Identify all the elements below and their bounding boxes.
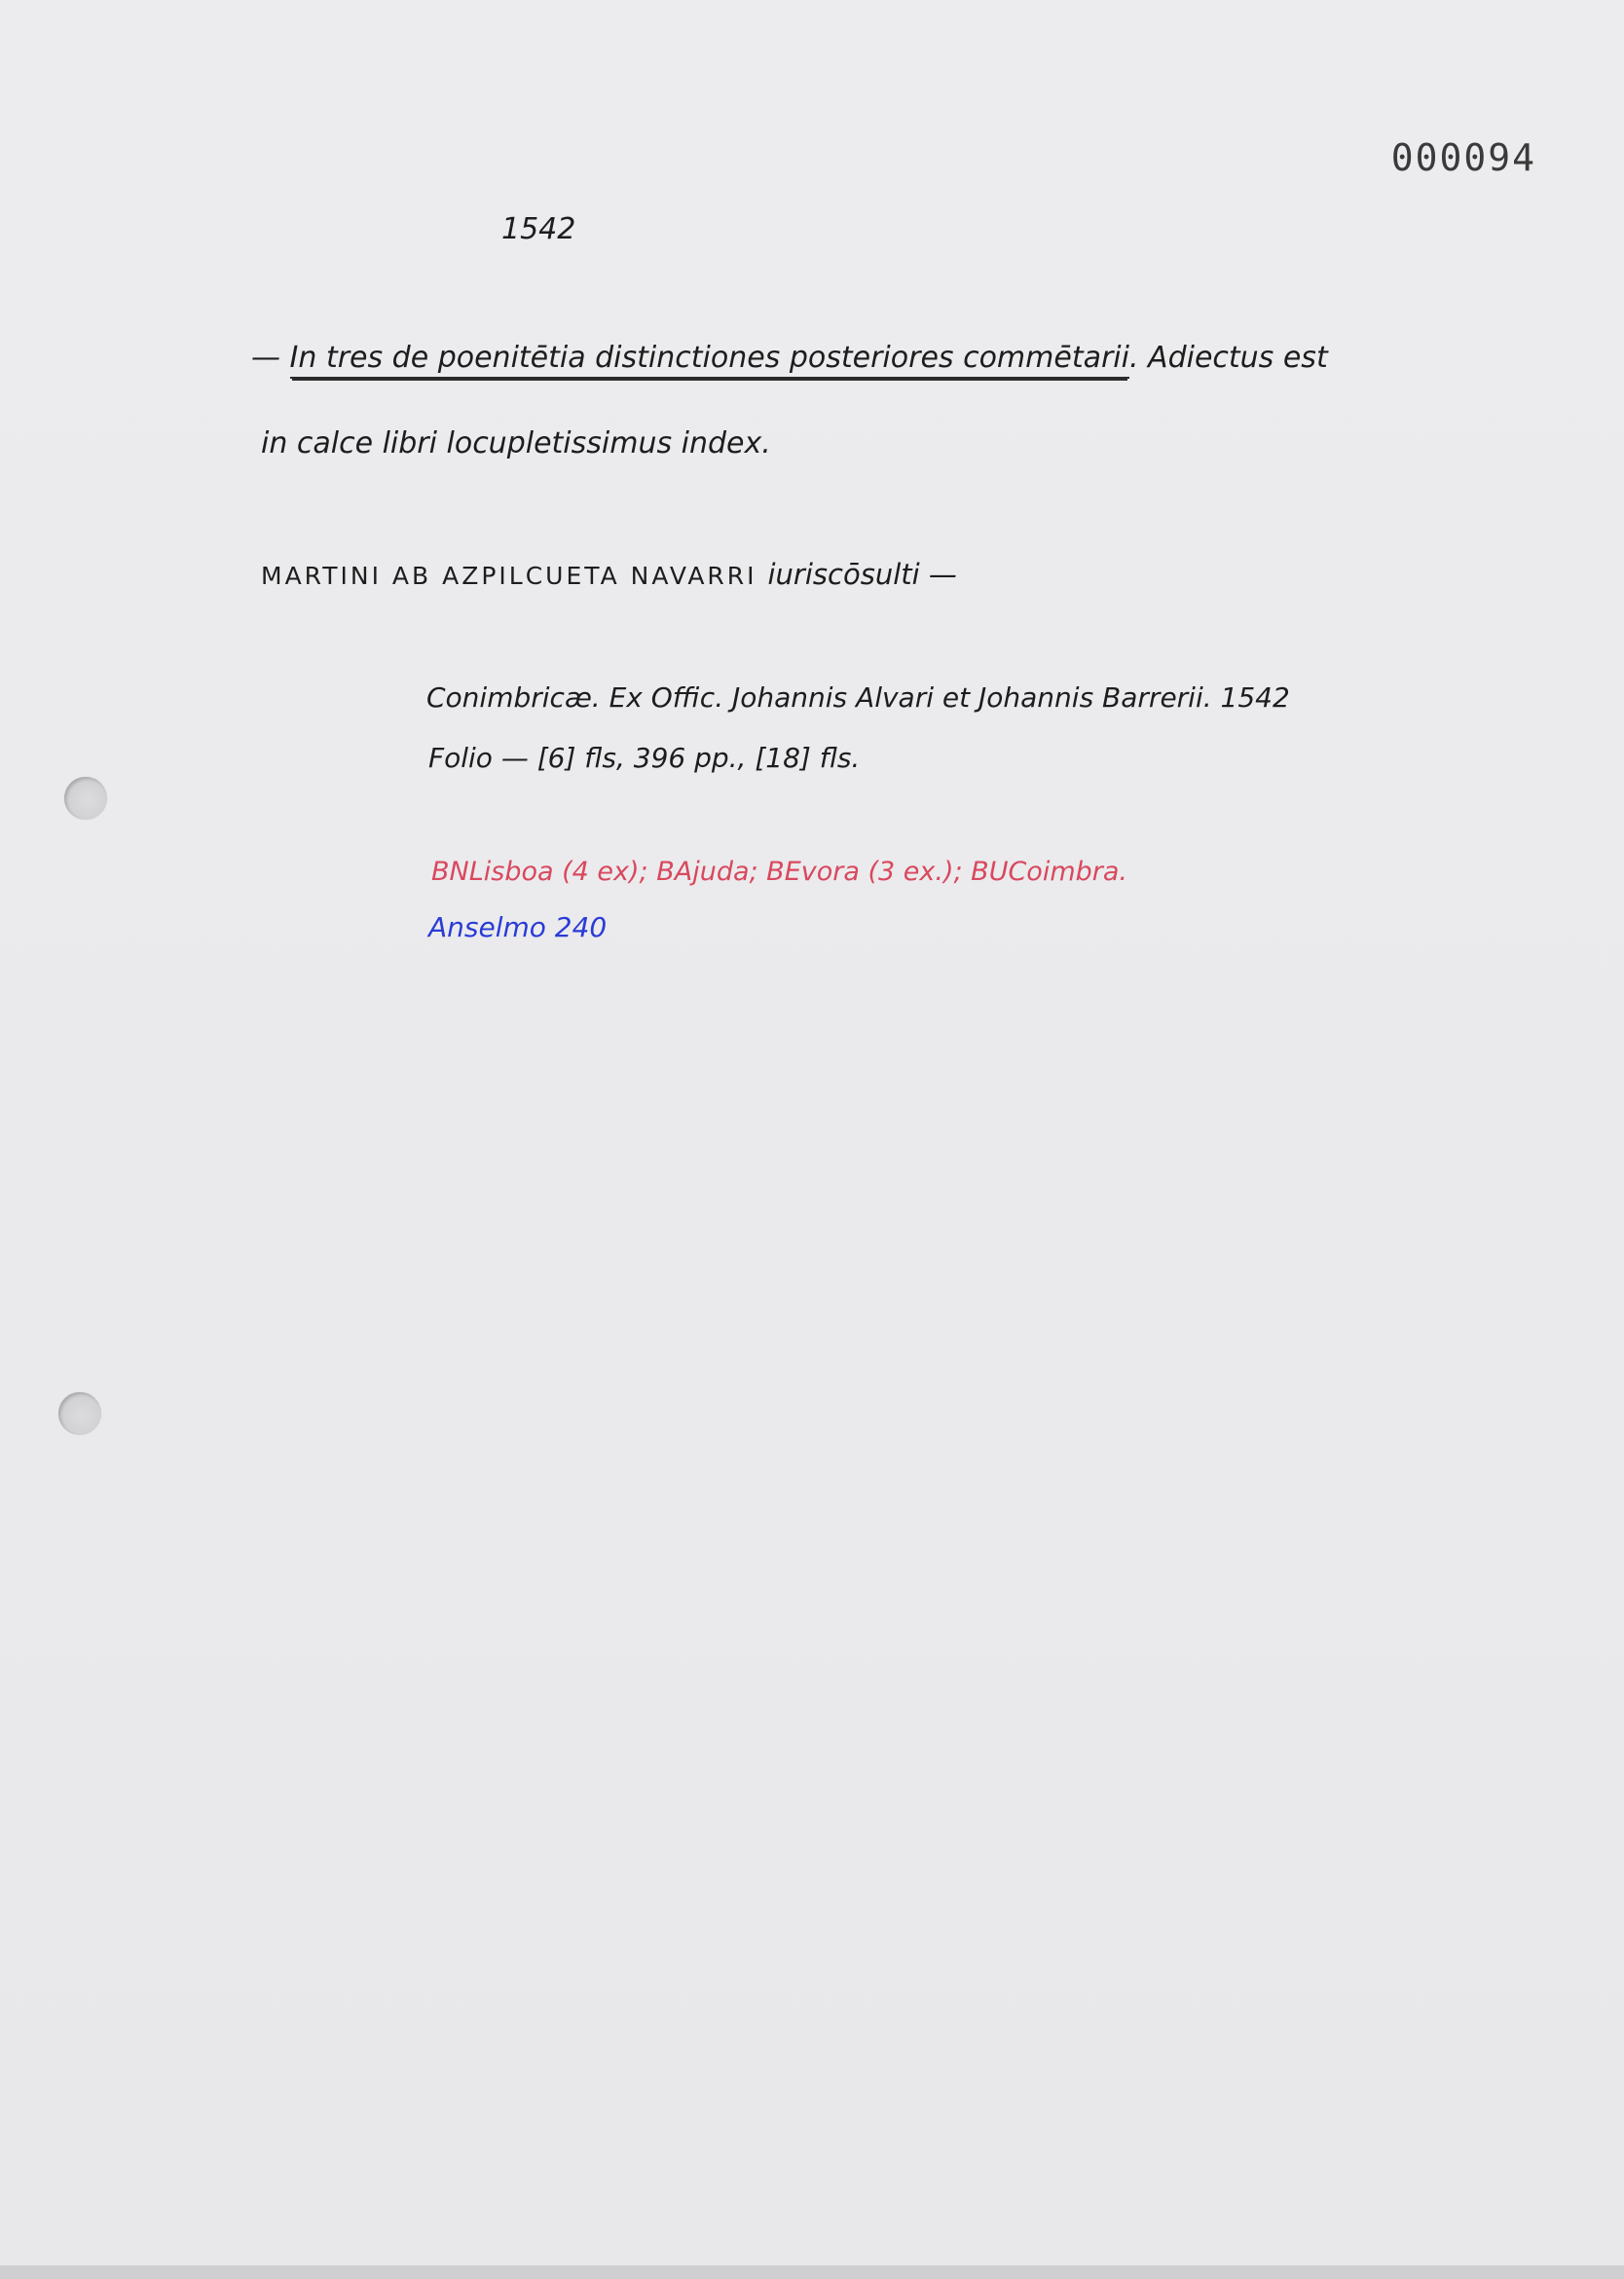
title-line-2: in calce libri locupletissimus index. bbox=[261, 426, 771, 460]
card-number: 000094 bbox=[1390, 136, 1536, 179]
title-dash: — bbox=[251, 341, 280, 375]
author-heading bbox=[261, 558, 957, 591]
title-line-1 bbox=[251, 341, 1328, 375]
imprint-line: Conimbricæ. Ex Offic. Johannis Alvari et Johannis Barrerii. 1542 bbox=[426, 681, 1290, 714]
bibliographic-reference: Anselmo 240 bbox=[428, 911, 608, 943]
punch-hole-bottom bbox=[58, 1392, 101, 1435]
collation-line: Folio — [6] fls, 396 pp., [18] fls. bbox=[428, 742, 861, 774]
scan-bottom-edge bbox=[0, 2265, 1624, 2279]
punch-hole-top bbox=[64, 777, 107, 820]
title-underlined-text: In tres de poenitētia distinctiones posteriores commētarii bbox=[290, 341, 1129, 379]
author-qualifier: iuriscōsulti — bbox=[767, 558, 957, 591]
holdings-line: BNLisboa (4 ex); BAjuda; BEvora (3 ex.); BUCoimbra. bbox=[431, 857, 1127, 887]
publication-year: 1542 bbox=[501, 212, 576, 246]
author-name: MARTINI AB AZPILCUETA NAVARRI bbox=[261, 562, 757, 590]
title-continuation: . Adiectus est bbox=[1128, 341, 1328, 375]
